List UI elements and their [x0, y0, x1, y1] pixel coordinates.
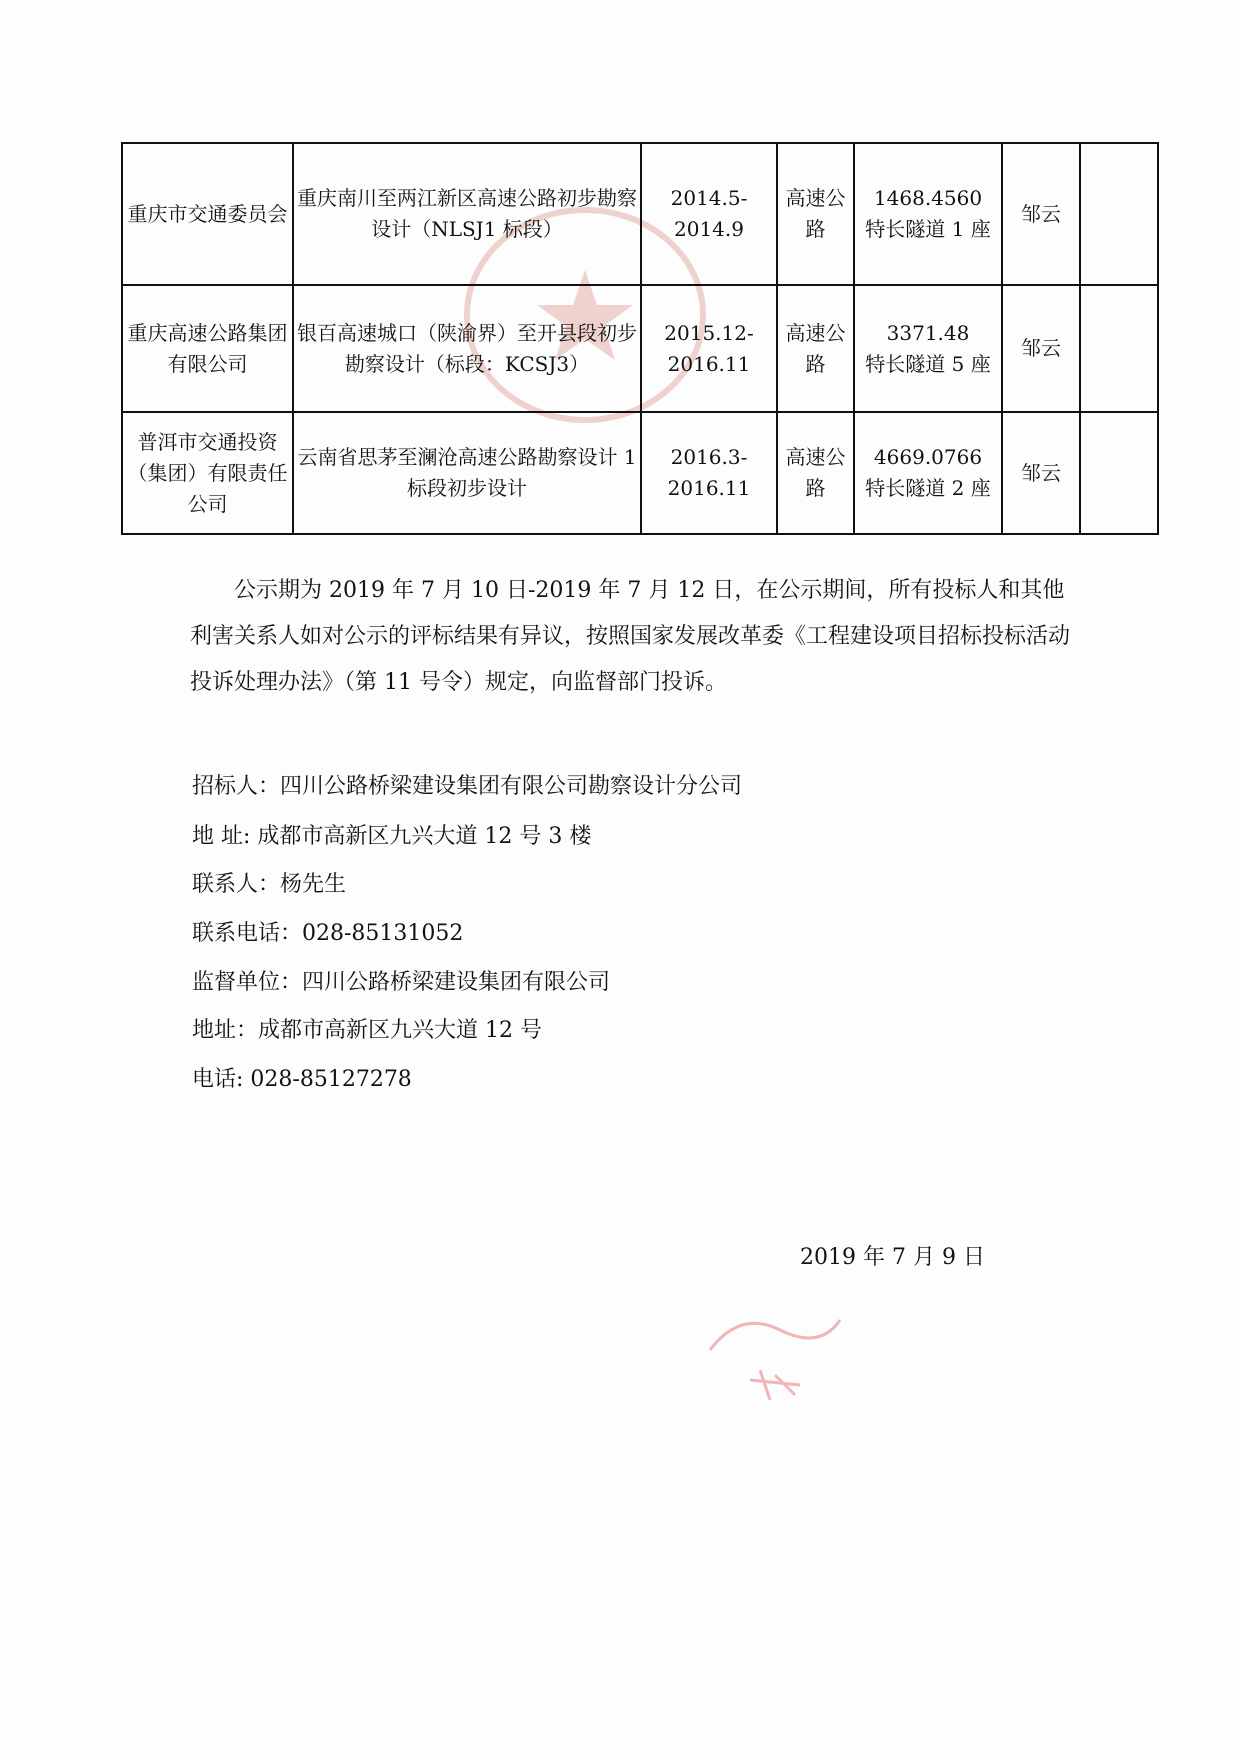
project-cell: 银百高速城口（陕渝界）至开县段初步勘察设计（标段：KCSJ3）	[293, 285, 641, 412]
table-row	[122, 143, 1158, 285]
owner-cell: 重庆高速公路集团有限公司	[122, 285, 293, 412]
project-cell: 重庆南川至两江新区高速公路初步勘察设计（NLSJ1 标段）	[293, 143, 641, 285]
empty-cell	[1080, 285, 1158, 412]
project-cell: 云南省思茅至澜沧高速公路勘察设计 1 标段初步设计	[293, 412, 641, 534]
table-row	[122, 285, 1158, 412]
person-cell: 邹云	[1002, 143, 1080, 285]
supervisor-address-line: 地址：成都市高新区九兴大道 12 号	[192, 1018, 542, 1043]
period-cell: 2014.5-2014.9	[641, 143, 777, 285]
document-date: 2019 年 7 月 9 日	[800, 1245, 985, 1270]
owner-cell: 普洱市交通投资（集团）有限责任公司	[122, 412, 293, 534]
scale-cell	[854, 412, 1002, 534]
table-row	[122, 412, 1158, 534]
scale-cell	[854, 143, 1002, 285]
scale-value: 1468.4560	[873, 186, 983, 210]
project-performance-table	[121, 142, 1159, 535]
contact-person-line: 联系人：杨先生	[192, 872, 347, 897]
supervisor-line: 监督单位：四川公路桥梁建设集团有限公司	[192, 970, 611, 995]
tunnel-count: 特长隧道 2 座	[865, 476, 991, 500]
road-type-cell: 高速公路	[777, 412, 854, 534]
scale-cell	[854, 285, 1002, 412]
scale-value: 3371.48	[886, 320, 970, 345]
scale-value: 4669.0766	[873, 445, 983, 469]
road-type-cell: 高速公路	[777, 143, 854, 285]
person-cell: 邹云	[1002, 412, 1080, 534]
address-line: 地 址: 成都市高新区九兴大道 12 号 3 楼	[192, 824, 592, 849]
road-type-cell: 高速公路	[777, 285, 854, 412]
supervisor-phone-line: 电话: 028-85127278	[192, 1067, 412, 1092]
empty-cell	[1080, 412, 1158, 534]
tenderer-line: 招标人：四川公路桥梁建设集团有限公司勘察设计分公司	[192, 774, 743, 799]
tunnel-count: 特长隧道 5 座	[865, 351, 991, 376]
phone-line: 联系电话：028-85131052	[192, 921, 464, 946]
period-cell: 2015.12-2016.11	[641, 285, 777, 412]
faint-red-stamp	[700, 1290, 850, 1410]
tunnel-count: 特长隧道 1 座	[865, 217, 991, 241]
owner-cell: 重庆市交通委员会	[122, 143, 293, 285]
person-cell: 邹云	[1002, 285, 1080, 412]
period-cell: 2016.3-2016.11	[641, 412, 777, 534]
empty-cell	[1080, 143, 1158, 285]
notice-paragraph: 公示期为 2019 年 7 月 10 日-2019 年 7 月 12 日，在公示期间，所有投标人和其他利害关系人如对公示的评标结果有异议，按照国家发展改革委《工程建设项目招标投标活动投诉处理办法》（第 11 号令）规定，向监督部门投诉。	[190, 578, 1071, 695]
